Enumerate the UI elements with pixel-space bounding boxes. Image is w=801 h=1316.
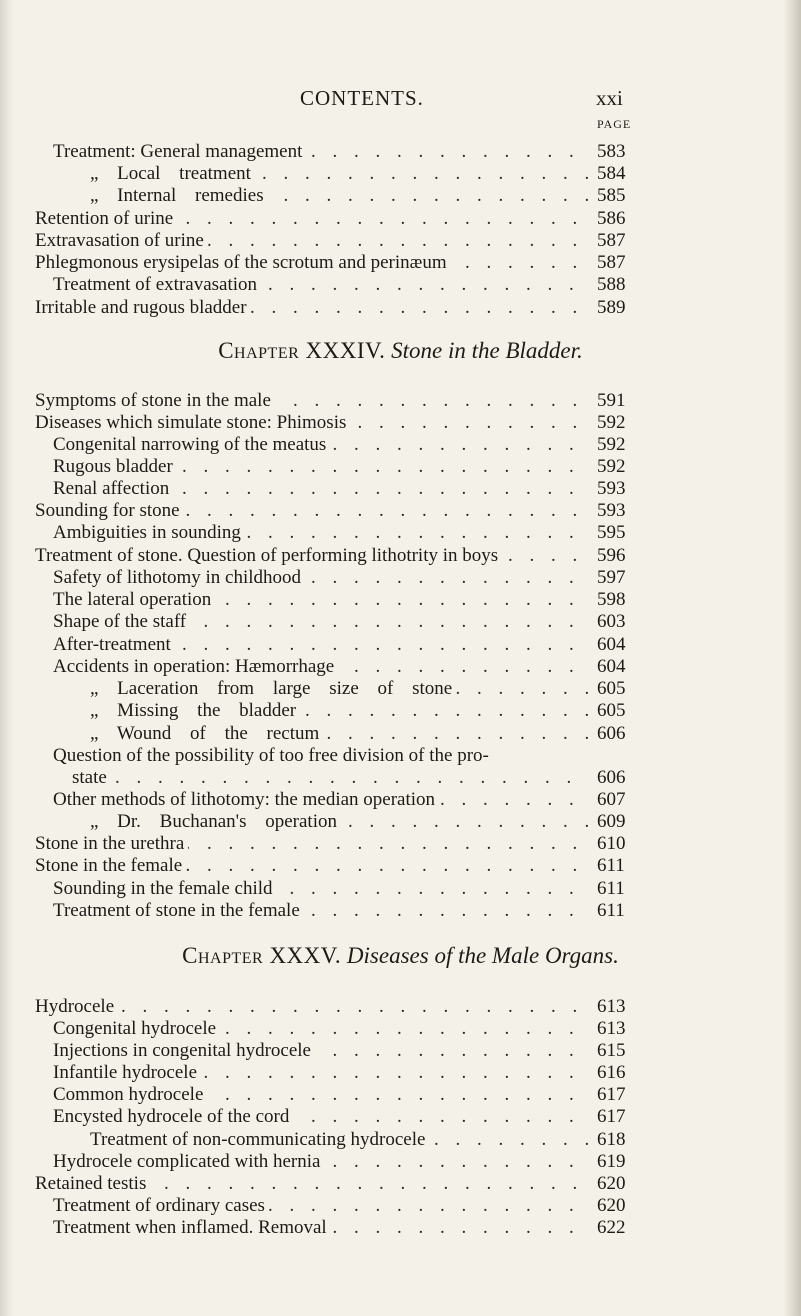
toc-entry-title: Common hydrocele [53,1084,207,1105]
toc-entry-page: 611 [597,900,625,921]
toc-entry-title: Sounding for stone [35,500,184,521]
toc-entry [0,1217,801,1239]
toc-entry [0,456,801,478]
page-column-label: PAGE [597,117,632,131]
chapter-number: Chapter XXXIV. [218,338,386,363]
toc-entry-page: 622 [597,1217,626,1238]
toc-entry [0,996,801,1018]
toc-entry-page: 619 [597,1151,626,1172]
chapter-heading [0,943,801,969]
toc-entry-title: Stone in the female [35,855,186,876]
toc-entry-page: 617 [597,1084,626,1105]
toc-entry-title: Renal affection [53,478,173,499]
toc-entry-title: Other methods of lithotomy: the median operation [53,789,439,810]
toc-entry-title: Treatment of stone. Question of performing lithotrity in boys [35,545,502,566]
toc-entry [0,811,801,833]
toc-entry-page: 598 [597,589,626,610]
toc-entry-title: Retention of urine [35,208,177,229]
toc-entry-page: 613 [597,1018,626,1039]
chapter-heading [0,338,801,364]
toc-entry-title: Encysted hydrocele of the cord [53,1106,293,1127]
toc-entry [0,141,801,163]
toc-entry-page: 604 [597,634,626,655]
toc-entry-title: Diseases which simulate stone: Phimosis [35,412,350,433]
toc-entry-title: Congenital hydrocele [53,1018,220,1039]
toc-entry [0,412,801,434]
toc-entry-title: After-treatment [53,634,175,655]
page-header [0,86,801,131]
toc-entry-page: 603 [597,611,626,632]
toc-entry [0,678,801,700]
toc-entry-page: 605 [597,700,626,721]
toc-entry-title: Symptoms of stone in the male [35,390,275,411]
toc-entry-page: 605 [597,678,626,699]
toc-entry-page: 613 [597,996,626,1017]
toc-entry [0,522,801,544]
toc-entry-title: Treatment of extravasation [53,274,261,295]
page-folio: xxi [596,86,623,110]
toc-entry [0,478,801,500]
toc-entry-page: 610 [597,833,626,854]
toc-entry-title: Shape of the staff [53,611,190,632]
toc-entry-page: 592 [597,434,626,455]
toc-entry-title: Extravasation of urine [35,230,208,251]
toc-entry [0,1084,801,1106]
toc-entry-page: 592 [597,456,626,477]
toc-entry-page: 593 [597,500,626,521]
toc-entry-page: 597 [597,567,626,588]
toc-entry [0,1151,801,1173]
chapter-title: Stone in the Bladder. [391,338,583,363]
toc-entry-title: Stone in the urethra [35,833,188,854]
toc-entry-page: 604 [597,656,626,677]
toc-entry-title: Infantile hydrocele [53,1062,201,1083]
toc-entry-page: 607 [597,789,626,810]
toc-entry [0,656,801,678]
toc-entry [0,545,801,567]
toc-entry-title: Accidents in operation: Hæmorrhage [53,656,338,677]
toc-entry [0,789,801,811]
toc-entry [0,567,801,589]
toc-entry [0,900,801,922]
toc-entry-page: 620 [597,1173,626,1194]
toc-entry-title: Hydrocele complicated with hernia [53,1151,324,1172]
running-head: CONTENTS. [300,86,424,110]
toc-entry-title: Treatment of non-communicating hydrocele [90,1129,429,1150]
toc-entry [0,855,801,877]
toc-entry-page: 587 [597,252,626,273]
toc-entry [0,589,801,611]
toc-entry-page: 609 [597,811,626,832]
toc-entry-page: 587 [597,230,626,251]
toc-entry [0,1040,801,1062]
toc-entry-title: „ Wound of the rectum [90,723,323,744]
toc-entry-title: Question of the possibility of too free division of the pro- [53,745,493,766]
toc-entry-title: Irritable and rugous bladder [35,297,251,318]
toc-entry-page: 584 [597,163,626,184]
toc-entry-page: 611 [597,878,625,899]
toc-entry [0,500,801,522]
toc-entry [0,297,801,319]
toc-entry [0,700,801,722]
toc-entry-title: Rugous bladder [53,456,177,477]
toc-entry [0,163,801,185]
toc-entry-page: 589 [597,297,626,318]
toc-entry-title: Treatment: General management [53,141,306,162]
toc-entry-title: Sounding in the female child [53,878,277,899]
toc-entry-title: Hydrocele [35,996,118,1017]
toc-entry-page: 596 [597,545,626,566]
chapter-title: Diseases of the Male Organs. [346,943,619,968]
toc-entry-page: 617 [597,1106,626,1127]
toc-entry-page: 592 [597,412,626,433]
toc-entry [0,434,801,456]
toc-entry [0,767,801,789]
toc-entry [0,1106,801,1128]
toc-entry-page: 595 [597,522,626,543]
toc-entry-page: 591 [597,390,626,411]
toc-entry-title: „ Laceration from large size of stone [90,678,456,699]
toc-entry-title: Treatment of stone in the female [53,900,304,921]
toc-entry [0,185,801,207]
toc-entry-title: Congenital narrowing of the meatus [53,434,330,455]
toc-entry-page: 583 [597,141,626,162]
toc-entry-title: Retained testis [35,1173,150,1194]
toc-entry [0,833,801,855]
toc-entry-page: 616 [597,1062,626,1083]
toc-entry-page: 606 [597,767,626,788]
toc-entry [0,274,801,296]
chapter-number: Chapter XXXV. [182,943,342,968]
toc-entry [0,745,801,767]
toc-entry-title: state [72,767,111,788]
toc-entry [0,878,801,900]
toc-entry [0,1018,801,1040]
toc-entry [0,208,801,230]
toc-entry-title: „ Internal remedies [90,185,268,206]
toc-entry [0,1129,801,1151]
toc-entry-page: 593 [597,478,626,499]
toc-entry [0,1195,801,1217]
toc-entry-title: „ Local treatment [90,163,255,184]
toc-entry-page: 611 [597,855,625,876]
toc-entry [0,723,801,745]
toc-entry-page: 586 [597,208,626,229]
toc-entry [0,1062,801,1084]
toc-entry [0,390,801,412]
toc-entry-page: 618 [597,1129,626,1150]
toc-entry-title: Treatment when inflamed. Removal [53,1217,331,1238]
toc-entry-page: 615 [597,1040,626,1061]
toc-entry-title: Injections in congenital hydrocele [53,1040,315,1061]
toc-entry-title: „ Dr. Buchanan's operation [90,811,341,832]
toc-entry [0,252,801,274]
toc-entry-title: The lateral operation [53,589,215,610]
toc-entry-page: 606 [597,723,626,744]
toc-entry-title: „ Missing the bladder [90,700,300,721]
toc-entry-title: Ambiguities in sounding [53,522,245,543]
toc-entry-page: 620 [597,1195,626,1216]
toc-entry-page: 585 [597,185,626,206]
toc-entry [0,1173,801,1195]
toc-entry-title: Safety of lithotomy in childhood [53,567,305,588]
toc-entry [0,634,801,656]
toc-entry-page: 588 [597,274,626,295]
toc-entry-title: Phlegmonous erysipelas of the scrotum and perinæum [35,252,451,273]
toc-entry-title: Treatment of ordinary cases [53,1195,269,1216]
toc-entry [0,230,801,252]
toc-entry [0,611,801,633]
